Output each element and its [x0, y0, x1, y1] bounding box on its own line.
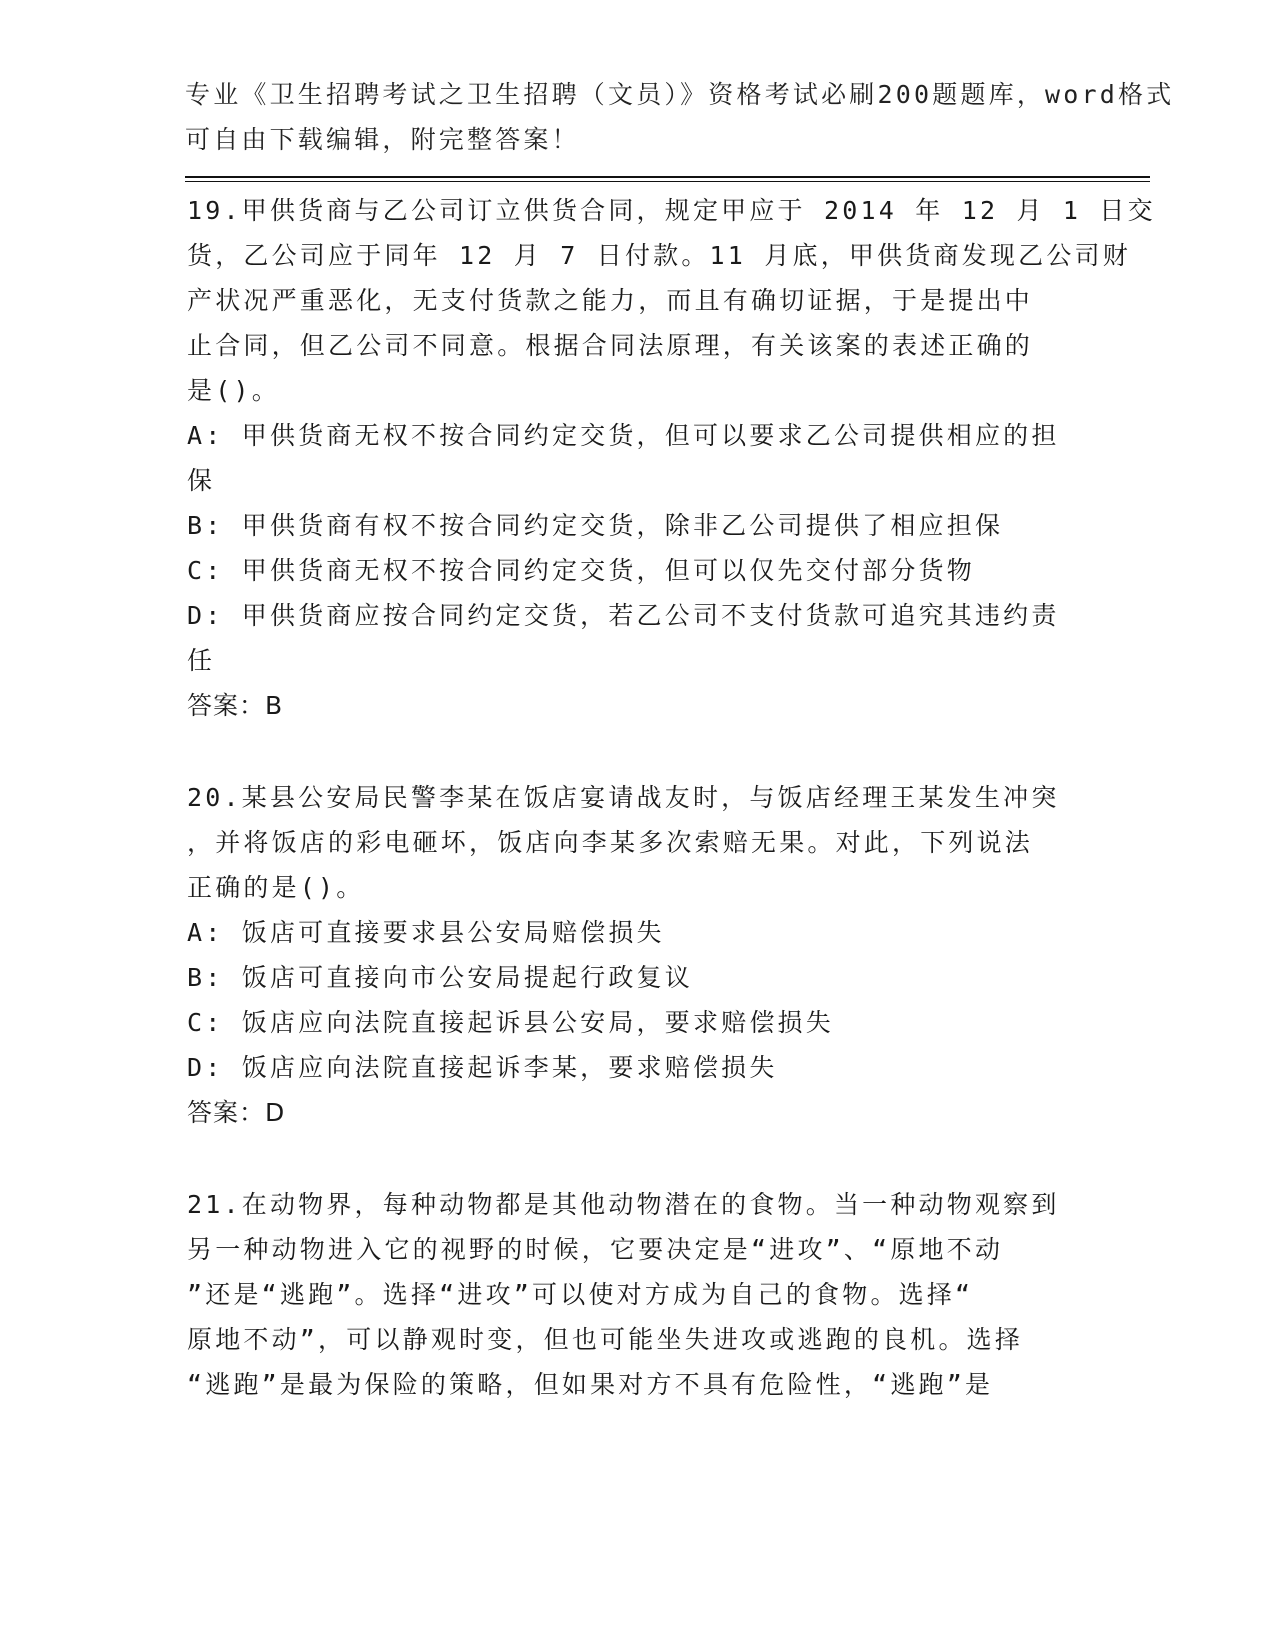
- spacer: [187, 1135, 1087, 1182]
- option-line: C: 饭店应向法院直接起诉县公安局，要求赔偿损失: [187, 1008, 834, 1037]
- question-21: [187, 1182, 1087, 1407]
- option-line: 任: [187, 646, 216, 675]
- option-line: 保: [187, 466, 216, 495]
- question-stem-line: 是()。: [187, 376, 280, 405]
- header-rule-thick: [185, 176, 1150, 178]
- option-line: D: 饭店应向法院直接起诉李某，要求赔偿损失: [187, 1053, 778, 1082]
- spacer: [187, 728, 1087, 775]
- answer-label: 答案：D: [187, 1098, 286, 1127]
- question-stem-line: 正确的是()。: [187, 873, 365, 902]
- option-line: B: 饭店可直接向市公安局提起行政复议: [187, 963, 693, 992]
- page-header: [185, 72, 1175, 162]
- option-line: D: 甲供货商应按合同约定交货，若乙公司不支付货款可追究其违约责: [187, 601, 1060, 630]
- question-list: [187, 188, 1156, 1407]
- question-stem-line: 原地不动”，可以静观时变，但也可能坐失进攻或逃跑的良机。选择: [187, 1325, 1024, 1354]
- question-stem-line: 19.甲供货商与乙公司订立供货合同，规定甲应于 2014 年 12 月 1 日交: [187, 196, 1156, 225]
- question-stem-line: 产状况严重恶化，无支付货款之能力，而且有确切证据，于是提出中: [187, 286, 1034, 315]
- header-line: 可自由下载编辑，附完整答案！: [185, 125, 580, 154]
- question-stem-line: 货，乙公司应于同年 12 月 7 日付款。11 月底，甲供货商发现乙公司财: [187, 241, 1131, 270]
- option-line: B: 甲供货商有权不按合同约定交货，除非乙公司提供了相应担保: [187, 511, 1004, 540]
- question-stem-line: “逃跑”是最为保险的策略，但如果对方不具有危险性，“逃跑”是: [187, 1370, 994, 1399]
- question-stem-line: 止合同，但乙公司不同意。根据合同法原理，有关该案的表述正确的: [187, 331, 1034, 360]
- option-line: A: 甲供货商无权不按合同约定交货，但可以要求乙公司提供相应的担: [187, 421, 1060, 450]
- header-line: 专业《卫生招聘考试之卫生招聘（文员）》资格考试必刷200题题库，word格式: [185, 80, 1175, 109]
- question-stem-line: 21.在动物界，每种动物都是其他动物潜在的食物。当一种动物观察到: [187, 1190, 1060, 1219]
- header-rule-thin: [185, 181, 1150, 182]
- option-line: A: 饭店可直接要求县公安局赔偿损失: [187, 918, 665, 947]
- question-20: [187, 775, 1087, 1135]
- question-stem-line: ”还是“逃跑”。选择“进攻”可以使对方成为自己的食物。选择“: [187, 1280, 974, 1309]
- question-stem-line: 20.某县公安局民警李某在饭店宴请战友时，与饭店经理王某发生冲突: [187, 783, 1060, 812]
- question-19: [187, 188, 1156, 728]
- option-line: C: 甲供货商无权不按合同约定交货，但可以仅先交付部分货物: [187, 556, 975, 585]
- question-stem-line: 另一种动物进入它的视野的时候，它要决定是“进攻”、“原地不动: [187, 1235, 1004, 1264]
- answer-label: 答案：B: [187, 691, 284, 720]
- question-stem-line: ，并将饭店的彩电砸坏，饭店向李某多次索赔无果。对此，下列说法: [187, 828, 1034, 857]
